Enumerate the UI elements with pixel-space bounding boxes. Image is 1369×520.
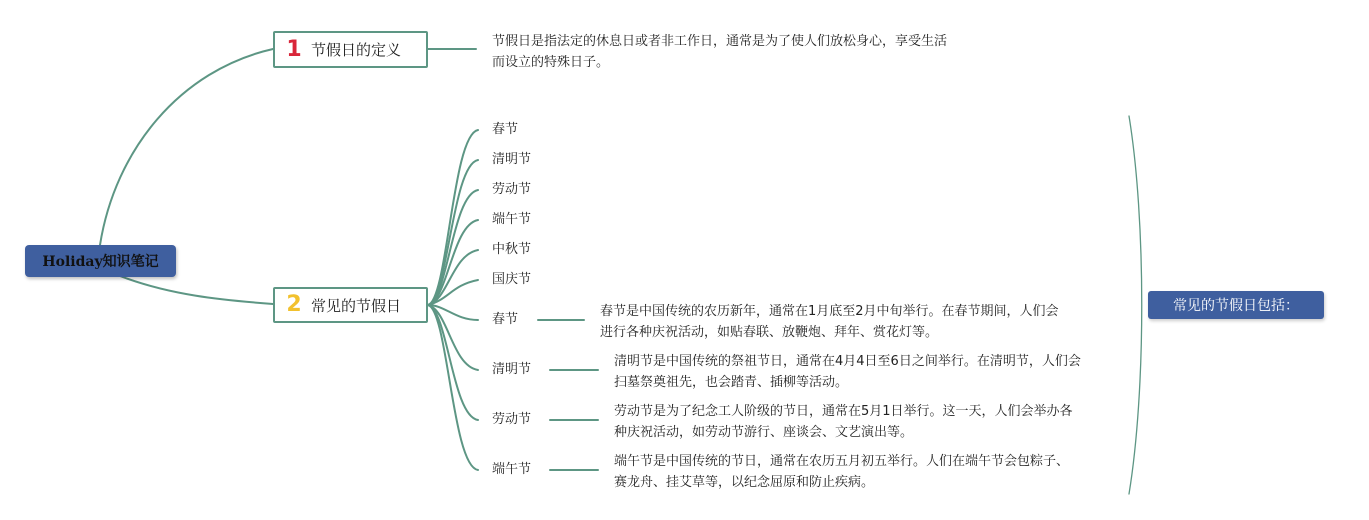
section2-number: 2	[286, 292, 302, 317]
holiday-item[interactable]: 春节	[492, 122, 519, 137]
detail-line: 扫墓祭奠祖先，也会踏青、插柳等活动。	[614, 375, 849, 390]
root-label: Holiday知识笔记	[42, 254, 159, 270]
summary-node[interactable]	[1148, 291, 1324, 319]
section2-node[interactable]	[273, 287, 428, 323]
detail-line: 劳动节是为了纪念工人阶级的节日，通常在5月1日举行。这一天，人们会举办各	[614, 404, 1073, 419]
detail-line: 种庆祝活动，如劳动节游行、座谈会、文艺演出等。	[614, 425, 914, 440]
detail-line: 端午节是中国传统的节日，通常在农历五月初五举行。人们在端午节会包粽子、	[614, 454, 1070, 469]
summary-brace	[1129, 116, 1142, 494]
holiday-item[interactable]: 端午节	[492, 212, 532, 227]
detail-line: 清明节是中国传统的祭祖节日，通常在4月4日至6日之间举行。在清明节，人们会	[614, 354, 1081, 369]
section1-title: 节假日的定义	[311, 41, 402, 59]
detail-line: 进行各种庆祝活动，如贴春联、放鞭炮、拜年、赏花灯等。	[600, 325, 939, 340]
section1-number: 1	[286, 36, 302, 62]
holiday-item[interactable]: 国庆节	[492, 272, 532, 287]
summary-label: 常见的节假日包括：	[1173, 298, 1299, 314]
holiday-item[interactable]: 清明节	[492, 152, 532, 167]
detail-line: 春节是中国传统的农历新年，通常在1月底至2月中旬举行。在春节期间，人们会	[600, 304, 1059, 319]
detail-topic[interactable]: 清明节	[492, 362, 532, 377]
section2-title: 常见的节假日	[311, 296, 402, 315]
holiday-item[interactable]: 劳动节	[492, 182, 532, 197]
detail-topic[interactable]: 劳动节	[492, 412, 532, 427]
detail-topic[interactable]: 端午节	[492, 462, 532, 477]
fan-section2	[428, 130, 478, 470]
link-root-section1	[100, 49, 273, 245]
definition-line: 而设立的特殊日子。	[492, 55, 610, 70]
detail-line: 赛龙舟、挂艾草等，以纪念屈原和防止疾病。	[614, 475, 875, 490]
section1-node[interactable]	[273, 31, 428, 68]
definition-text	[492, 31, 947, 73]
link-root-section2	[120, 276, 273, 304]
detail-text	[614, 401, 1073, 443]
detail-topic[interactable]: 春节	[492, 312, 519, 327]
detail-text	[600, 301, 1059, 343]
holiday-item[interactable]: 中秋节	[492, 242, 532, 257]
definition-line: 节假日是指法定的休息日或者非工作日，通常是为了使人们放松身心，享受生活	[492, 34, 948, 49]
detail-text	[614, 451, 1069, 493]
detail-text	[614, 351, 1081, 393]
root-topic[interactable]	[25, 245, 176, 277]
